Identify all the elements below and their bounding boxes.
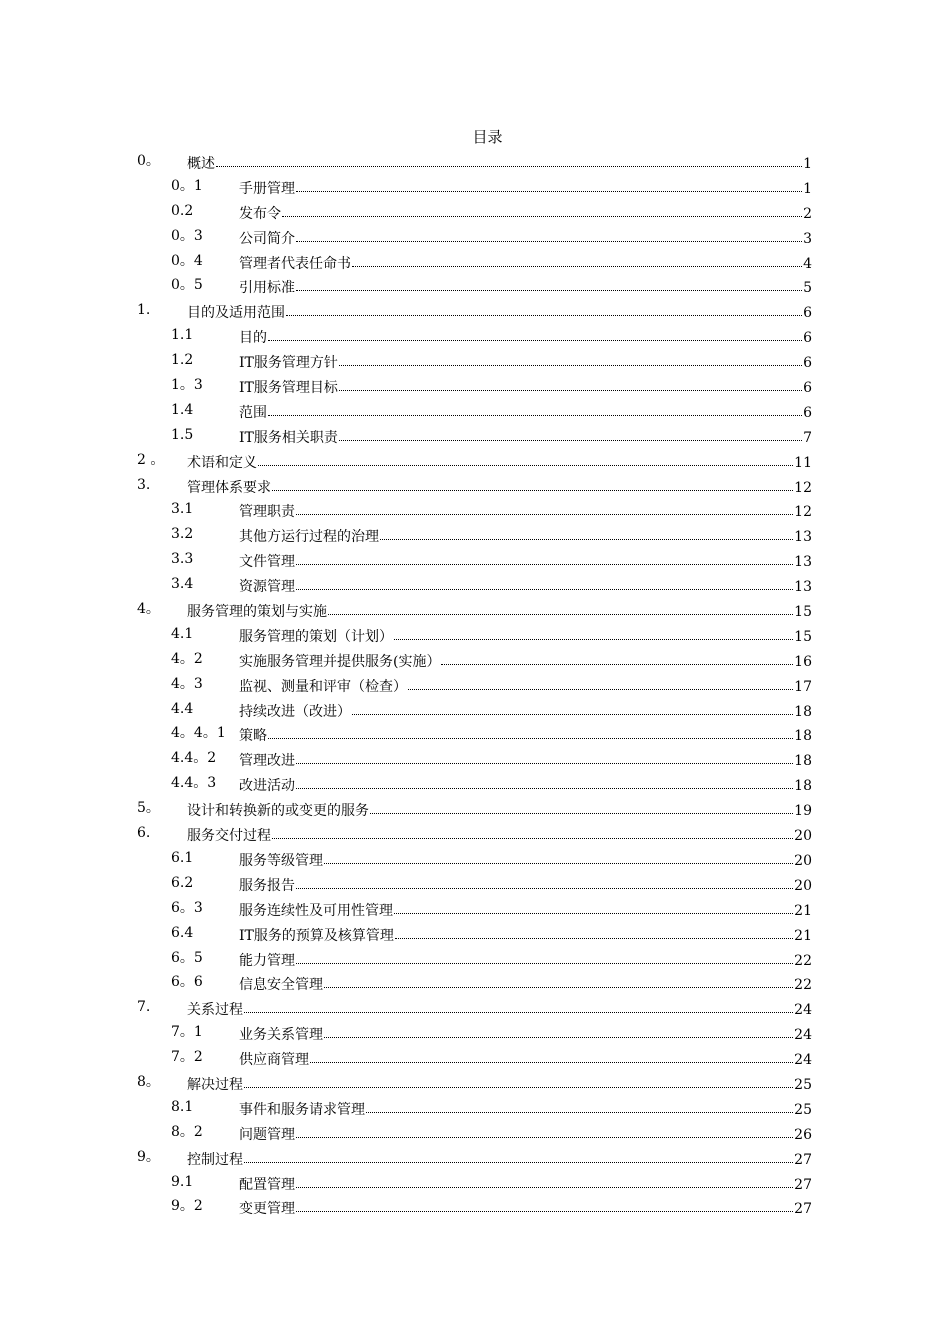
toc-entry-page: 15 — [794, 628, 812, 645]
toc-entry-page: 20 — [794, 852, 812, 869]
dot-leader — [244, 1144, 793, 1163]
toc-entry-number: 0。1 — [171, 177, 203, 194]
toc-entry-number: 5。 — [137, 800, 160, 817]
dot-leader — [296, 945, 793, 964]
toc-entry-page: 3 — [803, 230, 812, 247]
toc-entry-number: 4。2 — [171, 650, 203, 667]
toc-entry[interactable] — [0, 796, 950, 821]
toc-entry[interactable] — [0, 622, 950, 647]
toc-entry[interactable] — [0, 647, 950, 672]
toc-entry-label: 问题管理 — [239, 1126, 295, 1143]
toc-entry[interactable] — [0, 821, 950, 846]
toc-entry-page: 20 — [794, 877, 812, 894]
toc-entry-label: 服务等级管理 — [239, 852, 323, 869]
toc-entry-number: 0.2 — [171, 202, 194, 219]
toc-entry-label: 供应商管理 — [239, 1052, 309, 1069]
dot-leader — [244, 1069, 793, 1088]
toc-entry-number: 4。3 — [171, 675, 203, 692]
toc-title: 目录 — [472, 128, 503, 146]
dot-leader — [324, 1019, 793, 1038]
toc-entry-label: 策略 — [239, 728, 267, 745]
toc-entry-label: 改进活动 — [239, 778, 295, 795]
toc-entry[interactable] — [0, 448, 950, 473]
toc-entry-page: 27 — [794, 1176, 812, 1193]
toc-entry-label: 管理体系要求 — [187, 479, 271, 496]
toc-entry[interactable] — [0, 323, 950, 348]
toc-entry-number: 6。6 — [171, 974, 203, 991]
dot-leader — [296, 1119, 793, 1138]
toc-entry-number: 3.4 — [171, 576, 194, 593]
toc-entry[interactable] — [0, 721, 950, 746]
toc-entry-page: 15 — [794, 604, 812, 621]
toc-entry-label: 术语和定义 — [187, 454, 257, 471]
toc-entry-number: 0。5 — [171, 277, 203, 294]
toc-entry[interactable] — [0, 273, 950, 298]
toc-entry[interactable] — [0, 871, 950, 896]
toc-entry-label: 控制过程 — [187, 1151, 243, 1168]
toc-entry-label: 资源管理 — [239, 579, 295, 596]
toc-entry-label: 服务报告 — [239, 877, 295, 894]
toc-entry-number: 1.5 — [171, 426, 194, 443]
toc-entry-page: 7 — [803, 429, 812, 446]
toc-entry-label: 其他方运行过程的治理 — [239, 529, 379, 546]
toc-entry-page: 12 — [794, 479, 812, 496]
dot-leader — [339, 372, 802, 391]
toc-entry-label: 服务管理的策划（计划） — [239, 628, 393, 645]
toc-entry-page: 12 — [794, 504, 812, 521]
toc-entry-number: 4。 — [137, 601, 160, 618]
toc-entry-page: 4 — [803, 255, 812, 272]
toc-entry-page: 21 — [794, 902, 812, 919]
toc-entry[interactable] — [0, 597, 950, 622]
toc-entry-number: 4.4。3 — [171, 775, 217, 792]
toc-entry-page: 27 — [794, 1151, 812, 1168]
toc-entry[interactable] — [0, 672, 950, 697]
toc-entry-page: 13 — [794, 529, 812, 546]
toc-entry-number: 4.4 — [171, 700, 194, 717]
dot-leader — [296, 1169, 793, 1188]
dot-leader — [324, 845, 793, 864]
toc-entry-label: IT服务相关职责 — [239, 429, 338, 446]
toc-entry-page: 26 — [794, 1126, 812, 1143]
toc-entry[interactable] — [0, 896, 950, 921]
toc-entry[interactable] — [0, 547, 950, 572]
toc-entry[interactable] — [0, 970, 950, 995]
toc-entry[interactable] — [0, 149, 950, 174]
toc-entry[interactable] — [0, 1095, 950, 1120]
dot-leader — [216, 148, 802, 167]
dot-leader — [296, 571, 793, 590]
toc-entry-page: 18 — [794, 778, 812, 795]
dot-leader — [258, 447, 793, 466]
toc-entry-page: 25 — [794, 1101, 812, 1118]
toc-entry-number: 8。2 — [171, 1123, 203, 1140]
dot-leader — [296, 870, 793, 889]
toc-entry-page: 24 — [794, 1052, 812, 1069]
toc-entry-label: 能力管理 — [239, 952, 295, 969]
toc-entry-page: 24 — [794, 1027, 812, 1044]
toc-entry-label: 范围 — [239, 404, 267, 421]
toc-entry-label: 信息安全管理 — [239, 977, 323, 994]
dot-leader — [268, 397, 802, 416]
toc-entry-label: 目的 — [239, 330, 267, 347]
dot-leader — [296, 223, 802, 242]
toc-entry-number: 6.4 — [171, 924, 194, 941]
toc-entry-label: 实施服务管理并提供服务(实施） — [239, 653, 441, 670]
toc-entry-page: 21 — [794, 927, 812, 944]
toc-entry[interactable] — [0, 522, 950, 547]
dot-leader — [328, 596, 793, 615]
dot-leader — [282, 198, 802, 217]
toc-entry-label: 管理改进 — [239, 753, 295, 770]
toc-entry-number: 8。 — [137, 1073, 160, 1090]
toc-entry[interactable] — [0, 1120, 950, 1145]
toc-entry-page: 2 — [803, 205, 812, 222]
dot-leader — [296, 745, 793, 764]
toc-entry-number: 6. — [137, 825, 151, 842]
toc-entry-page: 6 — [803, 380, 812, 397]
toc-entry-label: 管理职责 — [239, 504, 295, 521]
toc-entry[interactable] — [0, 697, 950, 722]
toc-entry-page: 25 — [794, 1076, 812, 1093]
toc-entry[interactable] — [0, 946, 950, 971]
toc-entry-label: 配置管理 — [239, 1176, 295, 1193]
dot-leader — [268, 322, 802, 341]
toc-entry-number: 9。2 — [171, 1198, 203, 1215]
toc-entry[interactable] — [0, 398, 950, 423]
toc-entry[interactable] — [0, 771, 950, 796]
toc-entry-label: 服务连续性及可用性管理 — [239, 902, 393, 919]
toc-entry-page: 13 — [794, 579, 812, 596]
dot-leader — [370, 795, 793, 814]
toc-entry-label: 监视、测量和评审（检查） — [239, 678, 407, 695]
toc-entry-page: 6 — [803, 355, 812, 372]
dot-leader — [394, 895, 793, 914]
toc-entry-number: 0。3 — [171, 227, 203, 244]
dot-leader — [244, 994, 793, 1013]
toc-entry-page: 18 — [794, 703, 812, 720]
toc-entry-label: IT服务的预算及核算管理 — [239, 927, 394, 944]
dot-leader — [296, 546, 793, 565]
toc-entry-label: 引用标准 — [239, 280, 295, 297]
toc-entry-number: 2 。 — [137, 451, 165, 468]
toc-entry-label: 概述 — [187, 156, 215, 172]
toc-entry-label: 发布令 — [239, 205, 281, 222]
toc-entry[interactable] — [0, 1045, 950, 1070]
dot-leader — [366, 1094, 793, 1113]
toc-entry-page: 18 — [794, 728, 812, 745]
toc-entry-page: 11 — [794, 454, 812, 471]
toc-entry-label: IT服务管理目标 — [239, 380, 338, 397]
toc-entry-page: 13 — [794, 554, 812, 571]
toc-entry[interactable] — [0, 298, 950, 323]
toc-entry-number: 4.4。2 — [171, 750, 217, 767]
toc-entry-label: 文件管理 — [239, 554, 295, 571]
toc-entry[interactable] — [0, 1020, 950, 1045]
toc-entry-number: 8.1 — [171, 1098, 194, 1115]
toc-entry[interactable] — [0, 746, 950, 771]
toc-entry-number: 1.1 — [171, 327, 194, 344]
toc-entry-number: 1.2 — [171, 352, 194, 369]
toc-entry-number: 9。 — [137, 1148, 160, 1165]
toc-entry-page: 24 — [794, 1002, 812, 1019]
toc-entry-label: 设计和转换新的或变更的服务 — [187, 803, 369, 820]
toc-entry-number: 6.2 — [171, 874, 194, 891]
toc-entry-label: 解决过程 — [187, 1076, 243, 1093]
toc-entry-number: 1。3 — [171, 377, 203, 394]
toc-entry-number: 6.1 — [171, 849, 194, 866]
dot-leader — [339, 422, 802, 441]
toc-entry[interactable] — [0, 995, 950, 1020]
dot-leader — [286, 297, 802, 316]
toc-entry-number: 4.1 — [171, 625, 194, 642]
toc-entry[interactable] — [0, 1194, 950, 1219]
toc-entry-label: 关系过程 — [187, 1002, 243, 1019]
dot-leader — [395, 920, 793, 939]
toc-entry-number: 1.4 — [171, 401, 194, 418]
toc-entry-label: 服务管理的策划与实施 — [187, 604, 327, 621]
dot-leader — [441, 646, 793, 665]
toc-entry-number: 1. — [137, 302, 151, 319]
toc-entry-label: 事件和服务请求管理 — [239, 1101, 365, 1118]
toc-entry-page: 17 — [794, 678, 812, 695]
toc-entry-number: 7。1 — [171, 1024, 203, 1041]
toc-entry-page: 6 — [803, 404, 812, 421]
toc-entry-number: 4。4。1 — [171, 725, 226, 742]
toc-entry-label: 管理者代表任命书 — [239, 255, 351, 272]
dot-leader — [339, 347, 802, 366]
toc-entry-page: 27 — [794, 1201, 812, 1218]
toc-entry[interactable] — [0, 348, 950, 373]
toc-entry-number: 0。 — [137, 153, 160, 169]
toc-entry-number: 9.1 — [171, 1173, 194, 1190]
dot-leader — [272, 820, 793, 839]
toc-entry-label: 变更管理 — [239, 1201, 295, 1218]
toc-entry-number: 3. — [137, 476, 151, 493]
toc-entry-page: 22 — [794, 952, 812, 969]
toc-entry-page: 19 — [794, 803, 812, 820]
toc-entry-label: 公司简介 — [239, 230, 295, 247]
toc-entry-number: 7。2 — [171, 1049, 203, 1066]
dot-leader — [296, 1193, 793, 1212]
toc-entry-label: 手册管理 — [239, 180, 295, 197]
toc-entry-label: 目的及适用范围 — [187, 305, 285, 322]
toc-entry[interactable] — [0, 423, 950, 448]
toc-entry-number: 7. — [137, 999, 151, 1016]
toc-entry-number: 0。4 — [171, 252, 203, 269]
dot-leader — [352, 248, 802, 267]
toc-entry-page: 22 — [794, 977, 812, 994]
toc-entry-label: IT服务管理方针 — [239, 355, 338, 372]
toc-entry-label: 持续改进（改进） — [239, 703, 351, 720]
toc-entry-label: 服务交付过程 — [187, 828, 271, 845]
toc-entry[interactable] — [0, 921, 950, 946]
toc-entry-label: 业务关系管理 — [239, 1027, 323, 1044]
toc-entry-page: 18 — [794, 753, 812, 770]
dot-leader — [268, 720, 793, 739]
toc-entry-number: 3.2 — [171, 526, 194, 543]
dot-leader — [394, 621, 793, 640]
toc-entry-page: 1 — [803, 156, 812, 172]
toc-entry[interactable] — [0, 473, 950, 498]
toc-entry-number: 6。3 — [171, 899, 203, 916]
toc-entry-page: 6 — [803, 305, 812, 322]
toc-entry[interactable] — [0, 1170, 950, 1195]
toc-entry-page: 20 — [794, 828, 812, 845]
toc-entry[interactable] — [0, 373, 950, 398]
dot-leader — [352, 696, 793, 715]
toc-entry-number: 3.1 — [171, 501, 194, 518]
toc-entry-page: 5 — [803, 280, 812, 297]
dot-leader — [296, 272, 802, 291]
dot-leader — [296, 770, 793, 789]
toc-entry[interactable] — [0, 1145, 950, 1170]
toc-entry-number: 3.3 — [171, 551, 194, 568]
toc-entry-page: 1 — [803, 180, 812, 197]
toc-entry[interactable] — [0, 224, 950, 249]
toc-entry-number: 6。5 — [171, 949, 203, 966]
dot-leader — [296, 496, 793, 515]
dot-leader — [324, 969, 793, 988]
toc-entry-page: 6 — [803, 330, 812, 347]
toc-entry[interactable] — [0, 249, 950, 274]
toc-entry[interactable] — [0, 497, 950, 522]
dot-leader — [272, 472, 793, 491]
toc-list — [0, 149, 950, 1219]
toc-entry[interactable] — [0, 1070, 950, 1095]
dot-leader — [408, 671, 793, 690]
dot-leader — [296, 173, 802, 192]
toc-entry[interactable] — [0, 199, 950, 224]
toc-entry-page: 16 — [794, 653, 812, 670]
toc-entry[interactable] — [0, 572, 950, 597]
toc-entry[interactable] — [0, 846, 950, 871]
dot-leader — [380, 521, 793, 540]
toc-entry[interactable] — [0, 174, 950, 199]
dot-leader — [310, 1044, 793, 1063]
